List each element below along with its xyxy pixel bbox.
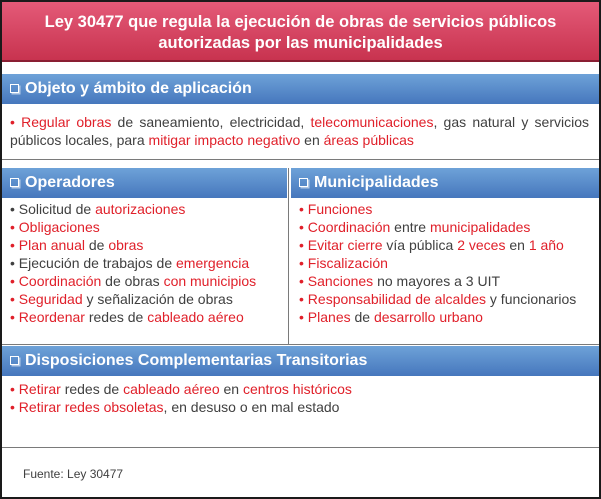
list-item: • Funciones (299, 201, 373, 217)
objeto-text: • Regular obras de saneamiento, electricidad, telecomunicaciones, gas natural y servicios públicos locales, para mitigar impacto negativo en áreas públicas (10, 114, 589, 148)
list-item: • Plan anual de obras (10, 237, 144, 253)
list-item: • Planes de desarrollo urbano (299, 309, 483, 325)
checkbox-bullet-icon (10, 178, 19, 187)
list-item: • Seguridad y señalización de obras (10, 291, 233, 307)
list-item: • Coordinación de obras con municipios (10, 273, 257, 289)
highlight: Regular obras (21, 114, 112, 130)
section-title-disposiciones: Disposiciones Complementarias Transitorias (25, 352, 368, 369)
operadores-list (10, 200, 286, 326)
list-item: • Retirar redes de cableado aéreo en centros históricos (10, 381, 352, 397)
list-item: • Sanciones no mayores a 3 UIT (299, 273, 501, 289)
section-title-municipalidades: Municipalidades (314, 174, 439, 191)
list-item: • Retirar redes obsoletas, en desuso o en mal estado (10, 399, 340, 415)
municipalidades-list (299, 200, 597, 326)
section-header-operadores (2, 168, 287, 198)
checkbox-bullet-icon (10, 356, 19, 365)
list-item: • Ejecución de trabajos de emergencia (10, 255, 250, 271)
column-divider (288, 168, 289, 344)
list-item: • Fiscalización (299, 255, 388, 271)
section-title-objeto: Objeto y ámbito de aplicación (25, 80, 252, 97)
highlight: telecomunicaciones (310, 114, 434, 130)
list-item: • Obligaciones (10, 219, 100, 235)
source-note: Fuente: Ley 30477 (23, 467, 124, 481)
highlight: mitigar impacto negativo (148, 132, 301, 148)
checkbox-bullet-icon (299, 178, 308, 187)
title-line-2: autorizadas por las municipalidades (158, 34, 443, 52)
highlight: áreas públicas (323, 132, 414, 148)
list-item: • Solicitud de autorizaciones (10, 201, 186, 217)
divider (2, 447, 599, 448)
section-header-disposiciones (2, 346, 599, 376)
disposiciones-list (10, 380, 595, 416)
list-item: • Coordinación entre municipalidades (299, 219, 531, 235)
title-line-1: Ley 30477 que regula la ejecución de obras de servicios públicos (44, 13, 557, 31)
divider (2, 344, 599, 345)
list-item: • Evitar cierre vía pública 2 veces en 1 año (299, 237, 564, 253)
section-header-municipalidades (291, 168, 599, 198)
list-item: • Responsabilidad de alcaldes y funcionarios (299, 291, 577, 307)
divider (2, 159, 599, 160)
list-item: • Reordenar redes de cableado aéreo (10, 309, 244, 325)
section-header-objeto (2, 74, 599, 104)
page-title (2, 2, 599, 62)
section-title-operadores: Operadores (25, 174, 115, 191)
checkbox-bullet-icon (10, 84, 19, 93)
